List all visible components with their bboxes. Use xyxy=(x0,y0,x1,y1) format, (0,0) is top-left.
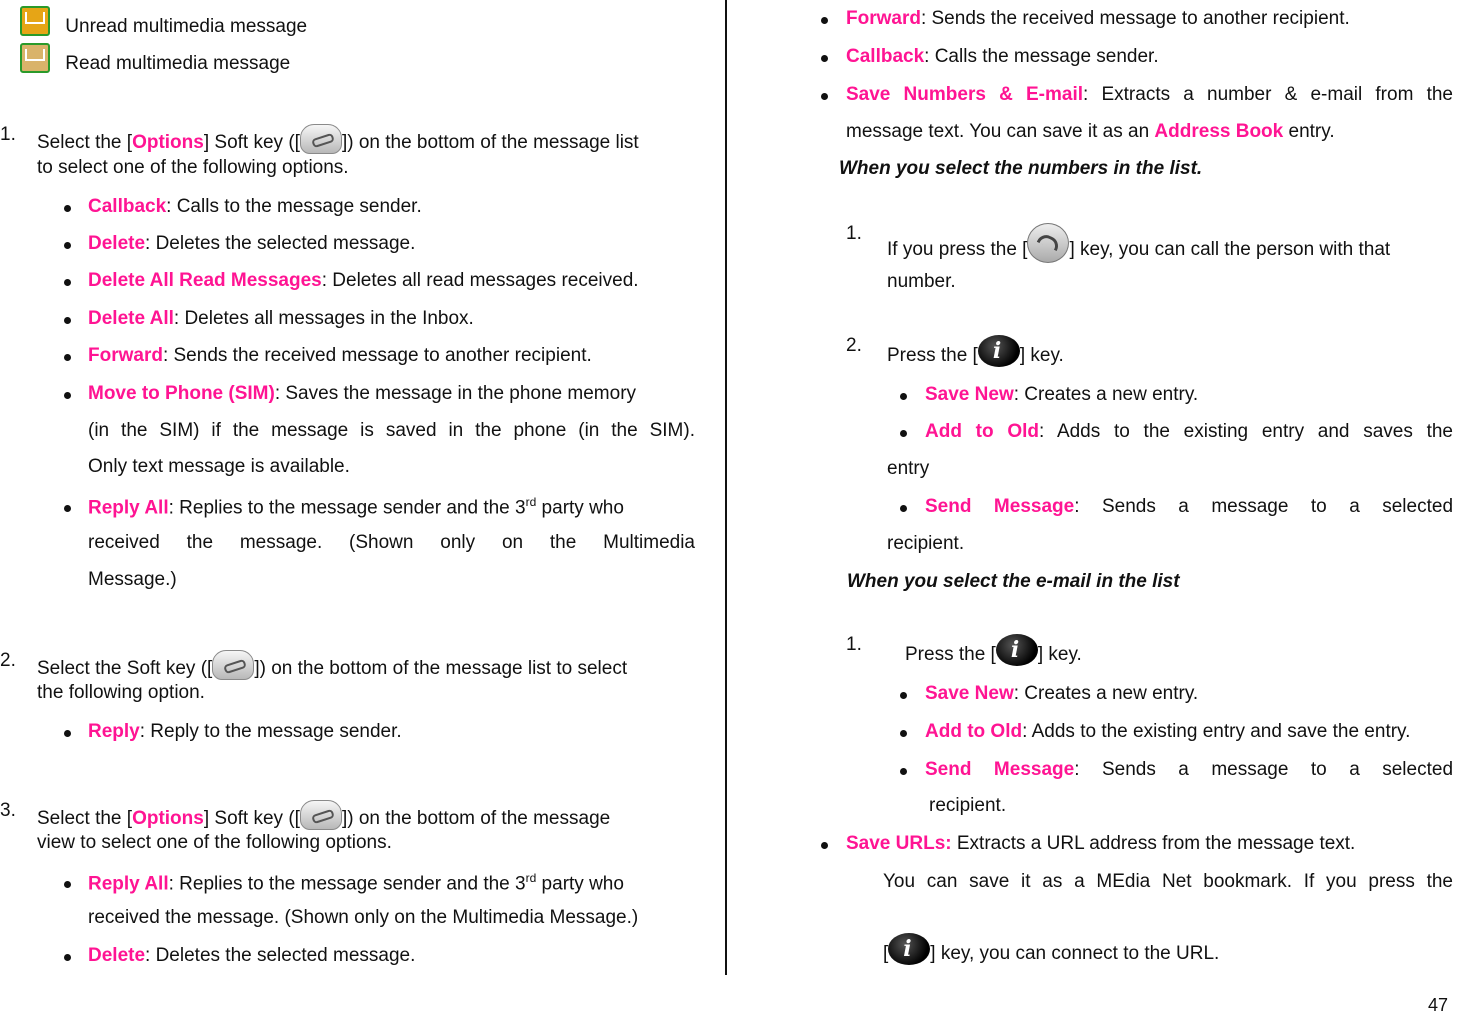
list-item: Callback: Calls the message sender. xyxy=(846,46,1159,67)
list-item: Reply All: Replies to the message sender and the 3rd party who xyxy=(88,871,624,895)
step-number: 2. xyxy=(846,335,862,356)
bullet xyxy=(64,730,71,737)
step2-line2: the following option. xyxy=(37,682,205,703)
step3-text: Select the [Options] Soft key ([ ]) on the bottom of the message xyxy=(37,800,695,830)
info-key-icon xyxy=(996,634,1038,666)
step-number: 1. xyxy=(846,634,862,655)
bullet xyxy=(821,93,828,100)
bullet xyxy=(821,17,828,24)
list-item-continuation: recipient. xyxy=(887,533,965,554)
list-item: Add to Old: Adds to the existing entry and saves the xyxy=(925,421,1453,442)
soft-key-icon xyxy=(300,800,342,830)
step-text: If you press the [ ] key, you can call the person with that xyxy=(887,223,1390,263)
list-item-continuation: (in the SIM) if the message is saved in the phone (in the SIM). xyxy=(88,420,695,441)
legend-unread: Unread multimedia message xyxy=(20,6,307,38)
info-key-icon xyxy=(978,335,1020,367)
bullet xyxy=(64,392,71,399)
bullet xyxy=(64,279,71,286)
bullet xyxy=(64,242,71,249)
step-text: Press the [i ] key. xyxy=(887,335,1064,367)
list-item: Callback: Calls to the message sender. xyxy=(88,196,422,217)
column-divider xyxy=(725,0,727,975)
list-item: Forward: Sends the received message to another recipient. xyxy=(846,8,1350,29)
bullet xyxy=(900,430,907,437)
bullet xyxy=(64,954,71,961)
bullet xyxy=(900,730,907,737)
step2-text: Select the Soft key ([ ]) on the bottom of the message list to select xyxy=(37,650,627,680)
step-text: Press the [i ] key. xyxy=(905,634,1082,666)
call-key-icon xyxy=(1027,223,1069,263)
soft-key-icon xyxy=(212,650,254,680)
list-item: Delete: Deletes the selected message. xyxy=(88,945,416,966)
list-item-continuation: recipient. xyxy=(929,795,1007,816)
step1-text: Select the [Options] Soft key ([ ]) on the bottom of the message list xyxy=(37,124,695,154)
bullet xyxy=(821,55,828,62)
bullet xyxy=(900,768,907,775)
list-item: Save URLs: Extracts a URL address from the message text. xyxy=(846,833,1356,854)
step3-line2: view to select one of the following options. xyxy=(37,832,392,853)
unread-multimedia-envelope-icon xyxy=(20,6,50,36)
list-item: Send Message: Sends a message to a selected xyxy=(925,496,1454,517)
list-item: Save Numbers & E-mail: Extracts a number & e-mail from the xyxy=(846,84,1453,105)
bullet xyxy=(900,393,907,400)
step1-number: 1. xyxy=(0,124,16,145)
list-item: Reply All: Replies to the message sender and the 3rd party who xyxy=(88,495,624,519)
soft-key-icon xyxy=(300,124,342,154)
list-item: Send Message: Sends a message to a selected xyxy=(925,759,1454,780)
bullet xyxy=(64,317,71,324)
list-item-continuation: You can save it as a MEdia Net bookmark. If you press the xyxy=(883,871,1453,892)
bullet xyxy=(900,505,907,512)
bullet xyxy=(64,354,71,361)
bullet xyxy=(64,205,71,212)
list-item: Delete: Deletes the selected message. xyxy=(88,233,416,254)
list-item: Add to Old: Adds to the existing entry and save the entry. xyxy=(925,721,1411,742)
list-item: Save New: Creates a new entry. xyxy=(925,683,1199,704)
list-item-continuation: received the message. (Shown only on the Multimedia Message.) xyxy=(88,907,639,928)
read-multimedia-envelope-icon xyxy=(20,43,50,73)
bullet xyxy=(64,881,71,888)
section-heading-numbers: When you select the numbers in the list. xyxy=(839,158,1203,179)
info-key-icon xyxy=(888,933,930,965)
bullet xyxy=(900,692,907,699)
step3-number: 3. xyxy=(0,800,16,821)
list-item-continuation: Only text message is available. xyxy=(88,456,350,477)
section-heading-email: When you select the e-mail in the list xyxy=(847,571,1180,592)
bullet xyxy=(821,842,828,849)
list-item-continuation: Message.) xyxy=(88,569,177,590)
list-item: Delete All: Deletes all messages in the Inbox. xyxy=(88,308,474,329)
legend-read: Read multimedia message xyxy=(20,43,290,75)
step1-line2: to select one of the following options. xyxy=(37,157,349,178)
list-item-continuation: received the message. (Shown only on the Multimedia xyxy=(88,532,695,553)
list-item-continuation: entry xyxy=(887,458,930,479)
step-line2: number. xyxy=(887,271,956,292)
step2-number: 2. xyxy=(0,650,16,671)
list-item: Delete All Read Messages: Deletes all read messages received. xyxy=(88,270,639,291)
bullet xyxy=(64,505,71,512)
list-item: Forward: Sends the received message to another recipient. xyxy=(88,345,592,366)
list-item: Reply: Reply to the message sender. xyxy=(88,721,402,742)
list-item-continuation: message text. You can save it as an Address Book entry. xyxy=(846,121,1335,142)
list-item: Save New: Creates a new entry. xyxy=(925,384,1199,405)
list-item-continuation: [i ] key, you can connect to the URL. xyxy=(883,933,1219,965)
list-item: Move to Phone (SIM): Saves the message in the phone memory xyxy=(88,383,637,404)
step-number: 1. xyxy=(846,223,862,244)
page-number: 47 xyxy=(1428,995,1449,1015)
